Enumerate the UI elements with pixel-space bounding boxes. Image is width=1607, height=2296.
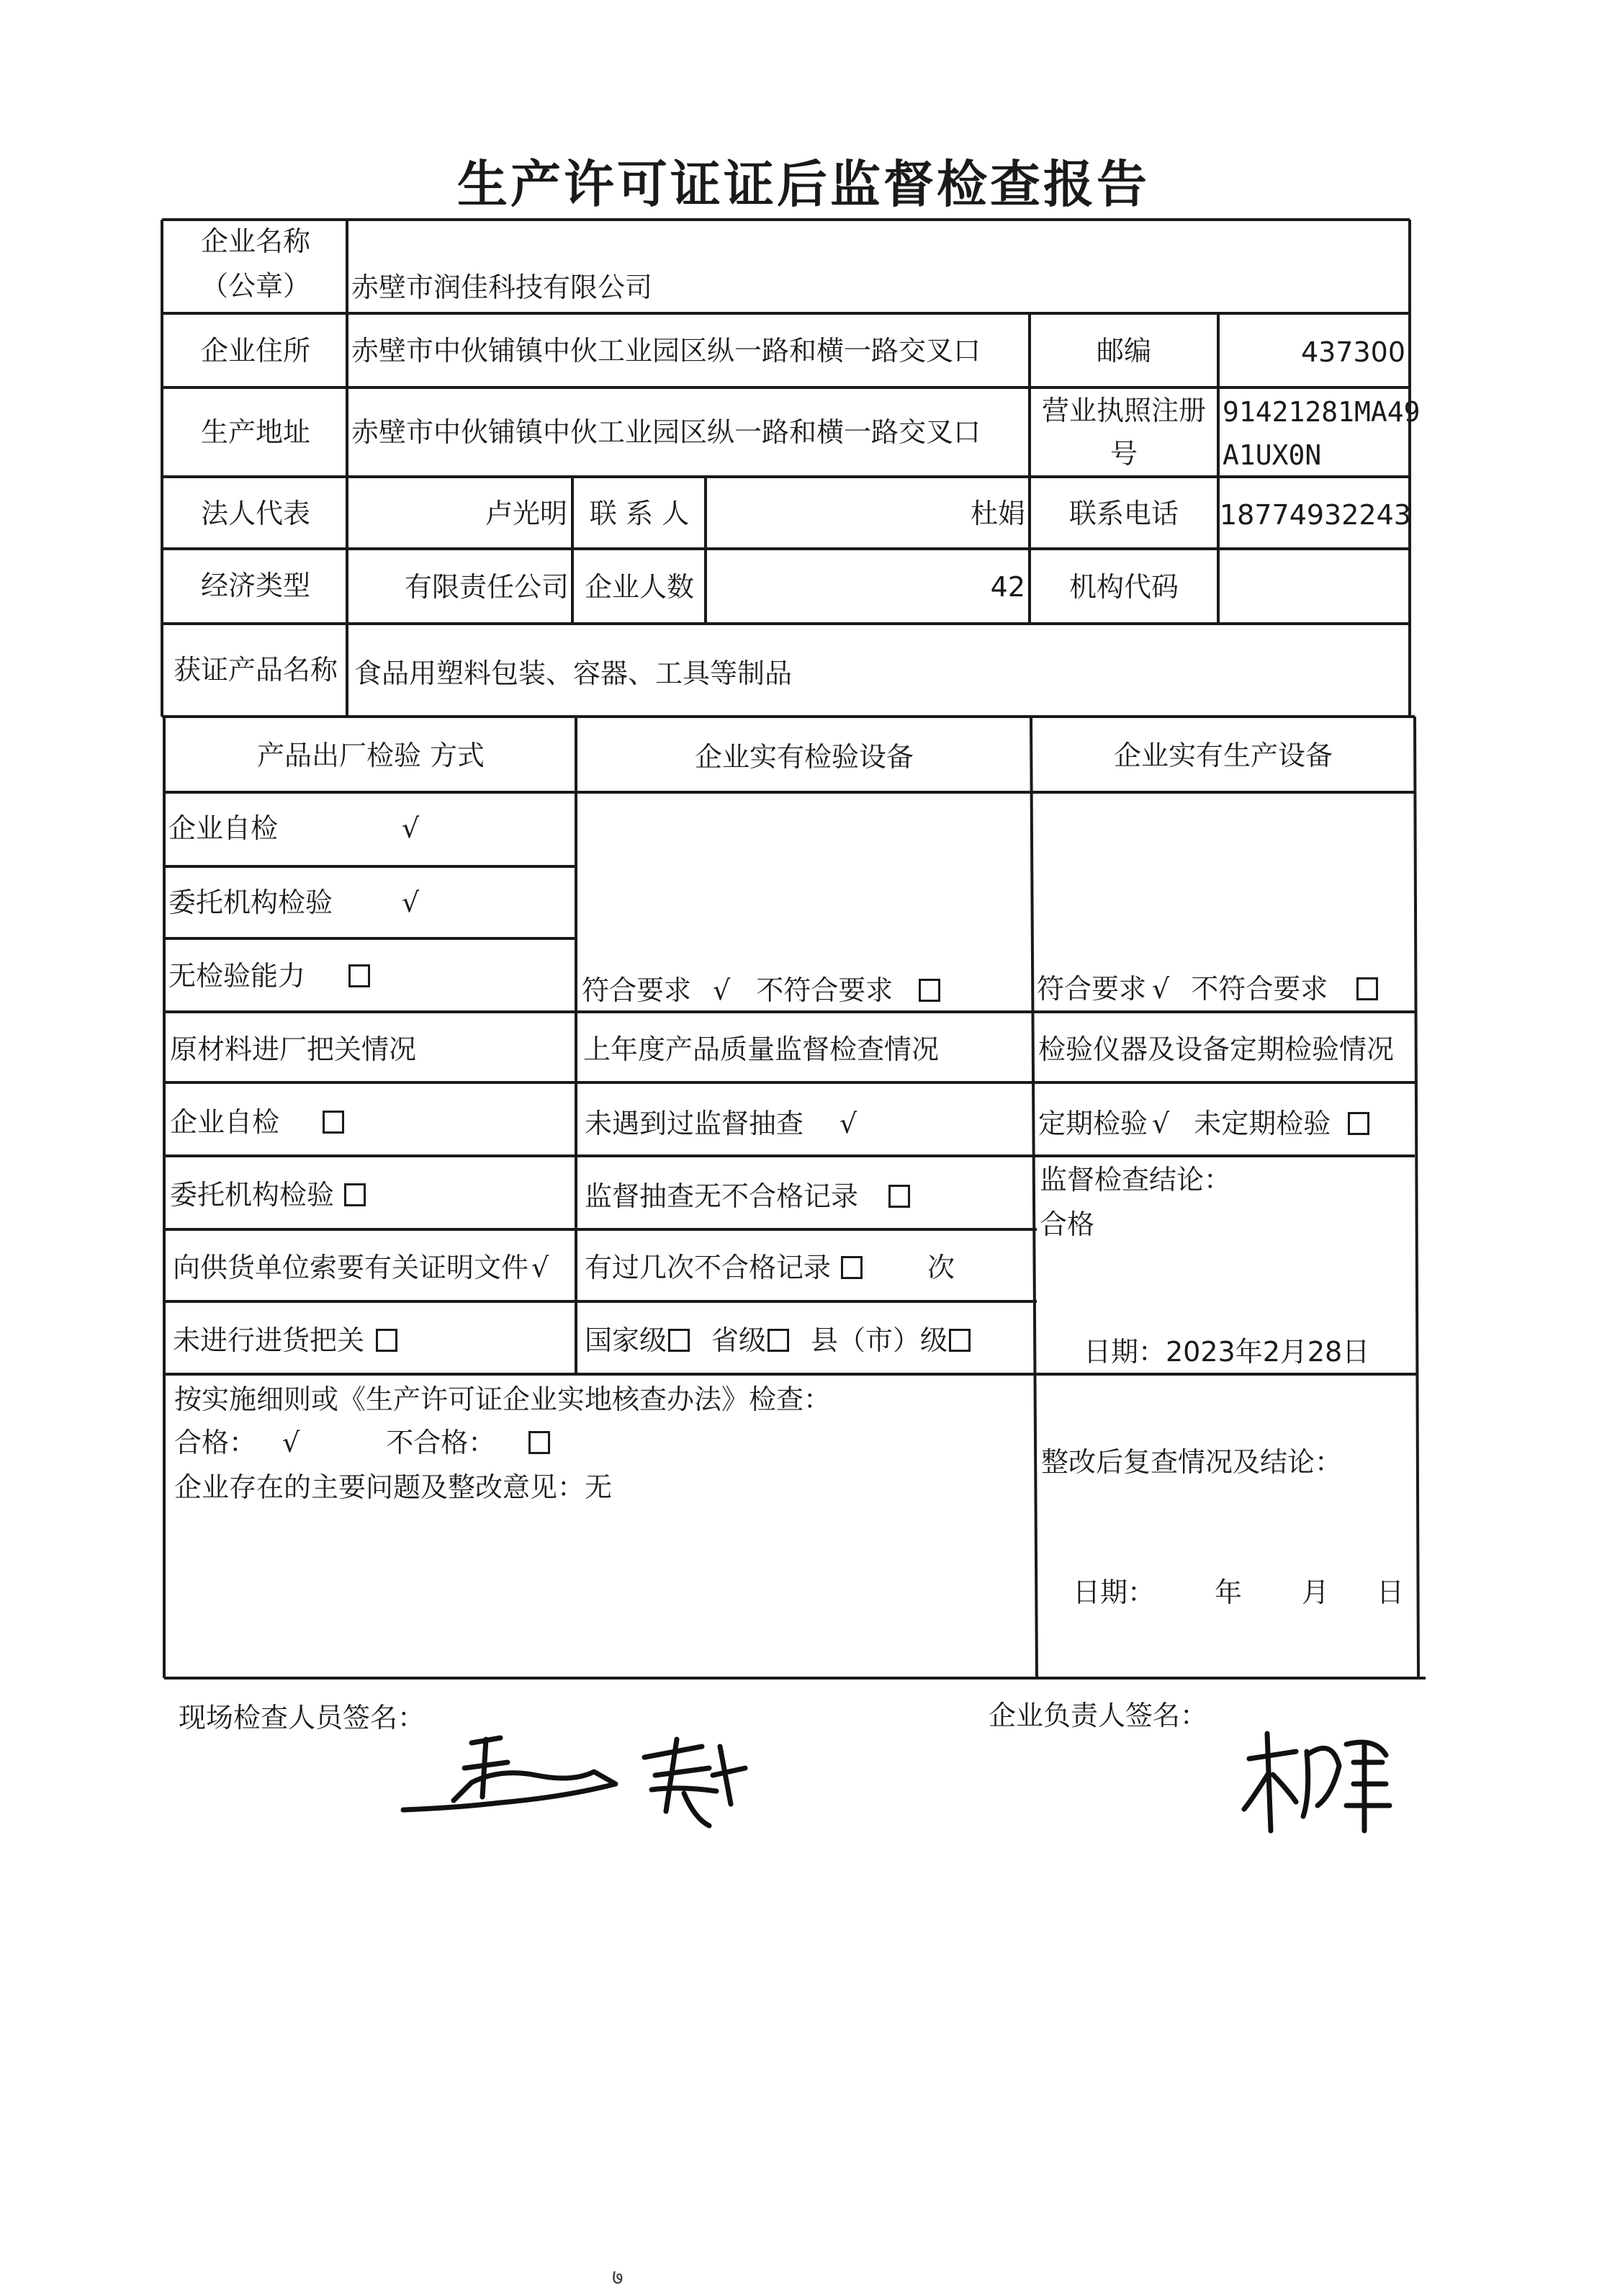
staff-label: 企业人数: [584, 571, 694, 603]
license-label-line2: 号: [1109, 438, 1138, 470]
raw-certificates-label: 向供货单位索要有关证明文件: [173, 1252, 529, 1283]
license-label: 营业执照注册: [1041, 395, 1206, 426]
raw-self-inspection: [170, 1104, 344, 1140]
production-address-value: 赤壁市中伙铺镇中伙工业园区纵一路和横一路交叉口: [351, 416, 981, 448]
fail-checkbox: [528, 1431, 550, 1454]
leader-signature-image: [1238, 1723, 1397, 1838]
report-title: 生产许可证证后监督检查报告: [457, 154, 1150, 214]
sup-county-label: 县（市）级: [811, 1324, 948, 1356]
periodic-calibration-header: 检验仪器及设备定期检验情况: [1038, 1033, 1395, 1065]
sup-none-check: √: [839, 1108, 857, 1139]
self-inspection-check: √: [402, 812, 420, 844]
production-not-ok-label: 不符合要求: [1191, 973, 1328, 1005]
certified-product-value: 食品用塑料包装、容器、工具等制品: [354, 658, 793, 689]
inspection-equipment-header: 企业实有检验设备: [694, 741, 914, 773]
economic-type-label: 经济类型: [200, 570, 310, 601]
not-periodic-checkbox: [1348, 1112, 1369, 1135]
sup-fail-times: [585, 1250, 955, 1286]
sup-fail-times-label: 有过几次不合格记录: [585, 1252, 832, 1283]
pass-check: √: [282, 1427, 300, 1458]
license-number-line1: 91421281MA49: [1223, 396, 1421, 428]
raw-certificates: [173, 1250, 549, 1286]
sup-no-fail: [585, 1178, 910, 1214]
sup-no-fail-checkbox: [888, 1185, 910, 1208]
equipment-ok-label: 符合要求: [582, 974, 692, 1006]
raw-entrusted-label: 委托机构检验: [170, 1179, 335, 1211]
raw-none-checkbox: [376, 1329, 397, 1352]
conclusion-date: 日期：2023年2月28日: [1084, 1336, 1370, 1368]
sup-provincial-checkbox: [768, 1329, 789, 1352]
equipment-not-ok-label: 不符合要求: [756, 974, 893, 1006]
sup-fail-times-checkbox: [841, 1256, 863, 1279]
raw-material-header: 原材料进厂把关情况: [170, 1033, 417, 1065]
raw-none-label: 未进行进货把关: [173, 1324, 365, 1356]
page-mark: ७: [612, 2265, 624, 2290]
sup-fail-unit: 次: [927, 1252, 955, 1283]
sup-provincial-label: 省级: [711, 1324, 767, 1356]
company-address-label: 企业住所: [200, 335, 310, 367]
inspection-method-header: 产品出厂检验 方式: [256, 740, 485, 771]
legal-rep-value: 卢光明: [485, 498, 567, 529]
inspection-basis: 按实施细则或《生产许可证企业实地核查办法》检查：: [174, 1384, 832, 1415]
sup-national-label: 国家级: [585, 1324, 667, 1356]
phone-label: 联系电话: [1068, 498, 1179, 529]
raw-none: [173, 1322, 397, 1358]
entrusted-inspection-option: 委托机构检验: [168, 887, 333, 918]
certified-product-label: 获证产品名称: [173, 654, 338, 686]
raw-self-checkbox: [323, 1111, 344, 1134]
company-seal-label: （公章）: [200, 270, 310, 302]
staff-value: 42: [990, 571, 1025, 603]
pass-label: 合格：: [174, 1427, 257, 1458]
recheck-month: 月: [1302, 1577, 1330, 1608]
production-equipment-header: 企业实有生产设备: [1113, 740, 1333, 771]
contact-value: 杜娟: [970, 498, 1025, 529]
no-ability-checkbox: [348, 964, 370, 987]
main-issues: 企业存在的主要问题及整改意见：无: [174, 1471, 613, 1503]
conclusion-label: 监督检查结论：: [1040, 1164, 1232, 1196]
fail-label: 不合格：: [386, 1427, 496, 1458]
production-not-ok-checkbox: [1356, 977, 1378, 1000]
last-year-supervision-header: 上年度产品质量监督检查情况: [583, 1033, 940, 1065]
production-ok-check: √: [1152, 973, 1170, 1005]
raw-certificates-check: √: [531, 1252, 549, 1283]
company-name-label: 企业名称: [200, 225, 310, 257]
production-compliance-line: [1037, 971, 1378, 1007]
inspector-signature-image: [392, 1718, 752, 1833]
recheck-year: 年: [1215, 1577, 1243, 1608]
equipment-ok-check: √: [713, 974, 731, 1006]
equipment-not-ok-checkbox: [919, 979, 940, 1002]
raw-entrusted-inspection: [170, 1177, 366, 1213]
company-name-value: 赤壁市润佳科技有限公司: [351, 272, 653, 303]
economic-type-value: 有限责任公司: [404, 571, 569, 603]
sup-none: [585, 1106, 857, 1142]
pass-fail-line: [174, 1425, 550, 1461]
self-inspection-option: 企业自检: [168, 812, 279, 844]
sup-none-label: 未遇到过监督抽查: [585, 1108, 804, 1139]
production-ok-label: 符合要求: [1037, 973, 1147, 1005]
periodic-line: [1038, 1106, 1369, 1142]
org-code-label: 机构代码: [1068, 571, 1179, 603]
raw-self-label: 企业自检: [170, 1106, 280, 1138]
company-address-value: 赤壁市中伙铺镇中伙工业园区纵一路和横一路交叉口: [351, 335, 981, 367]
raw-entrusted-checkbox: [344, 1183, 366, 1206]
phone-value: 18774932243: [1220, 499, 1411, 531]
no-ability-option: [168, 958, 370, 994]
sup-level: [585, 1322, 971, 1358]
recheck-label: 整改后复查情况及结论：: [1041, 1446, 1343, 1478]
inspector-signature-label: 现场检查人员签名：: [179, 1702, 426, 1734]
recheck-date-label: 日期：: [1073, 1577, 1156, 1608]
contact-label: 联 系 人: [589, 498, 690, 529]
postcode-label: 邮编: [1096, 335, 1151, 367]
not-periodic-label: 未定期检验: [1194, 1108, 1331, 1139]
postcode-value: 437300: [1300, 336, 1405, 368]
sup-no-fail-label: 监督抽查无不合格记录: [585, 1180, 859, 1212]
legal-rep-label: 法人代表: [200, 498, 310, 529]
periodic-check: √: [1152, 1108, 1170, 1139]
production-address-label: 生产地址: [200, 416, 310, 448]
license-number-line2: A1UX0N: [1223, 439, 1322, 471]
conclusion-value: 合格: [1040, 1208, 1095, 1240]
equipment-compliance-line: [582, 972, 940, 1008]
sup-county-checkbox: [949, 1329, 971, 1352]
entrusted-inspection-check: √: [402, 887, 420, 918]
sup-national-checkbox: [668, 1329, 690, 1352]
leader-signature-label: 企业负责人签名：: [989, 1700, 1208, 1731]
no-ability-label: 无检验能力: [168, 960, 306, 992]
recheck-day: 日: [1377, 1577, 1405, 1608]
periodic-label: 定期检验: [1038, 1108, 1148, 1139]
